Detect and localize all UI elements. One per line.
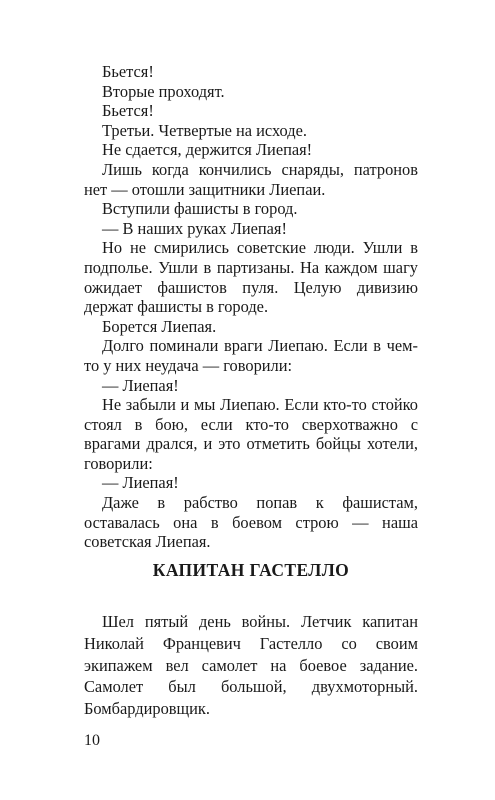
paragraph: Бьется! <box>102 62 154 81</box>
page-number: 10 <box>84 732 100 749</box>
paragraph: — В наших руках Лиепая! <box>102 218 287 238</box>
paragraph: Лишь когда кончились снаряды, патронов нет — отошли защитники Лиепаи. <box>84 159 418 199</box>
paragraph: Бьется! <box>102 101 154 121</box>
paragraph: Даже в рабство попав к фашистам, оставалась она в боевом строю — наша советская Лиепая. <box>84 493 418 552</box>
paragraph: Борется Лиепая. <box>102 316 217 336</box>
paragraph: — Лиепая! <box>102 375 179 395</box>
page-text <box>84 62 418 552</box>
paragraph: Третьи. Четвертые на исходе. <box>102 120 307 140</box>
paragraph: Не сдается, держится Лиепая! <box>102 140 313 160</box>
chapter-title: КАПИТАН ГАСТЕЛЛО <box>152 560 350 580</box>
paragraph: Вступили фашисты в город. <box>102 199 298 219</box>
paragraph: — Лиепая! <box>102 473 179 493</box>
paragraph: Вторые проходят. <box>102 81 225 101</box>
paragraph: Долго поминали враги Лиепаю. Если в чем-то у них неудача — говорили: <box>84 336 418 375</box>
paragraph: Шел пятый день войны. Летчик капитан Николай Францевич Гастелло со своим экипажем вел самолет на боевое задание. Самолет был большой, двухмоторный. Бомбардировщик. <box>84 612 418 719</box>
paragraph: Не забыли и мы Лиепаю. Если кто-то стойко стоял в бою, если кто-то сверхотважно с врагами дрался, и это отметить бойцы хотели, говорили: <box>84 395 418 473</box>
chapter-body <box>84 611 418 720</box>
paragraph: Но не смирились советские люди. Ушли в подполье. Ушли в партизаны. На каждом шагу ожидает фашистов пуля. Целую дивизию держат фашисты в городе. <box>84 238 418 317</box>
